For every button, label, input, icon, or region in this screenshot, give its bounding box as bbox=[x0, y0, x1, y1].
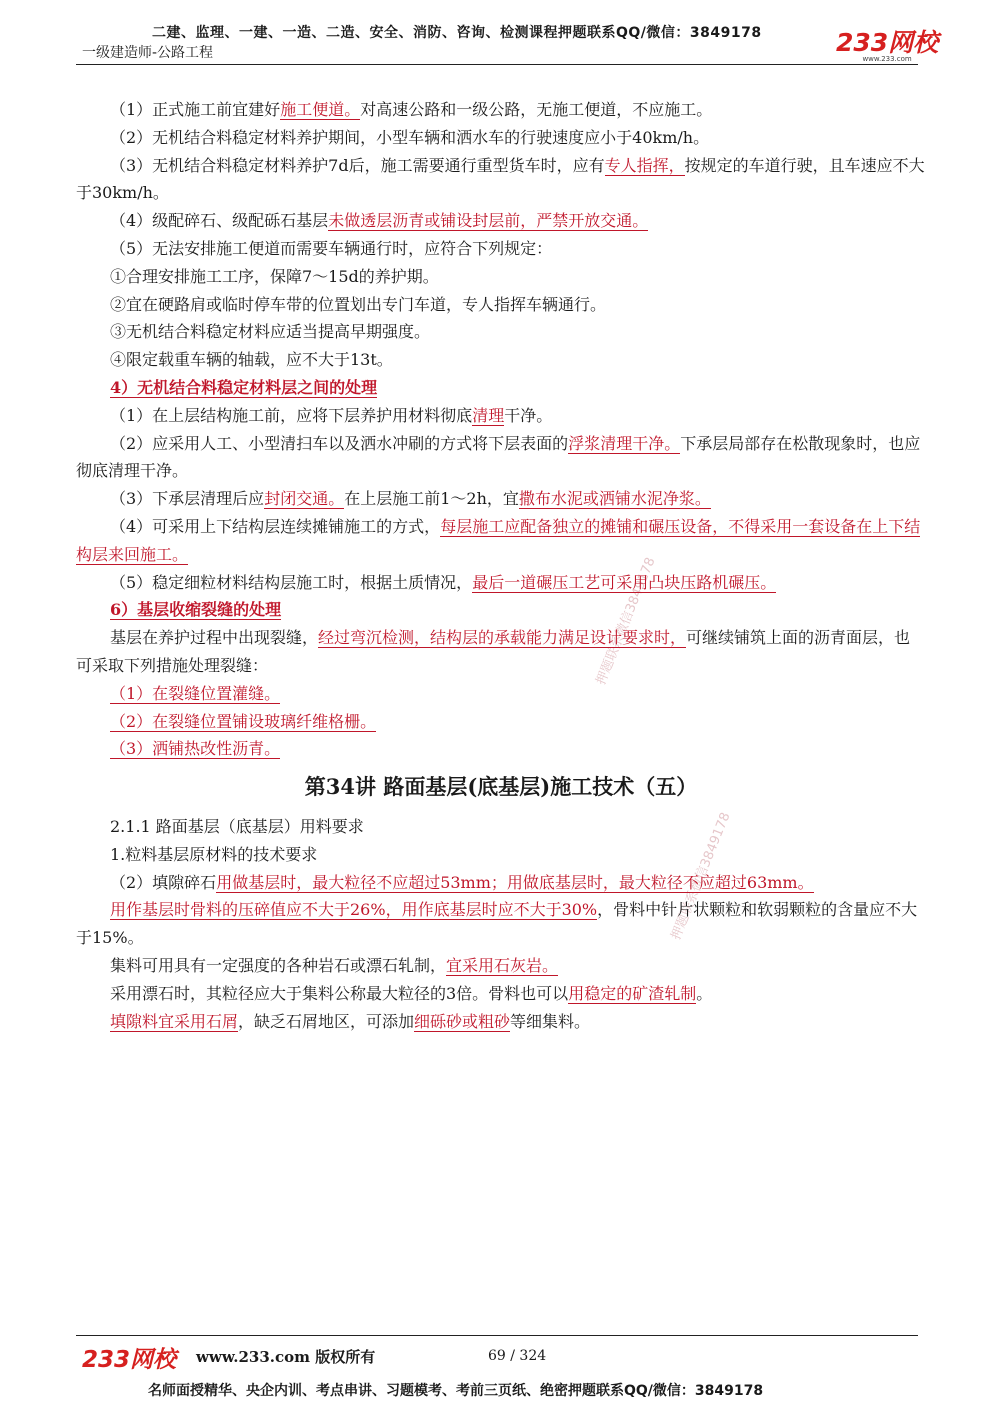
paragraph: （1）在上层结构施工前，应将下层养护用材料彻底清理干净。 bbox=[110, 405, 553, 425]
footer-banner: 名师面授精华、央企内训、考点串讲、习题模考、考前三页纸、绝密押题联系QQ/微信：3849178 bbox=[148, 1383, 764, 1399]
watermark-1: 押题联系微信3849178 bbox=[593, 555, 659, 688]
paragraph: 填隙料宜采用石屑，缺乏石屑地区，可添加细砾砂或粗砂等细集料。 bbox=[110, 1011, 591, 1031]
paragraph: 1.粒料基层原材料的技术要求 bbox=[110, 844, 318, 864]
section-heading: 4）无机结合料稳定材料层之间的处理 bbox=[110, 377, 378, 397]
list-item: （1）在裂缝位置灌缝。 bbox=[110, 683, 281, 703]
paragraph: （4）级配碎石、级配砾石基层未做透层沥青或铺设封层前，严禁开放交通。 bbox=[110, 211, 649, 231]
section-heading: 6）基层收缩裂缝的处理 bbox=[110, 600, 282, 620]
watermark-2: 押题联系微信3849178 bbox=[668, 810, 734, 943]
footer-site: www.233.com 版权所有 bbox=[196, 1348, 376, 1366]
paragraph: （5）稳定细粒材料结构层施工时，根据土质情况，最后一道碾压工艺可采用凸块压路机碾压。 bbox=[110, 572, 777, 592]
paragraph: 2.1.1 路面基层（底基层）用料要求 bbox=[110, 816, 364, 836]
paragraph: 基层在养护过程中出现裂缝，经过弯沉检测，结构层的承载能力满足设计要求时，可继续铺筑上面的沥青面层，也可采取下列措施处理裂缝： bbox=[76, 628, 911, 675]
header-subject: 一级建造师-公路工程 bbox=[82, 45, 214, 61]
list-item: ②宜在硬路肩或临时停车带的位置划出专门车道，专人指挥车辆通行。 bbox=[110, 294, 607, 314]
paragraph: （2）填隙碎石用做基层时，最大粒径不应超过53mm；用做底基层时，最大粒径不应超过63mm。 bbox=[110, 872, 814, 892]
list-item: （3）洒铺热改性沥青。 bbox=[110, 739, 281, 759]
paragraph: （3）无机结合料稳定材料养护7d后，施工需要通行重型货车时，应有专人指挥，按规定的车道行驶，且车速应不大于30km/h。 bbox=[76, 155, 925, 203]
list-item: ③无机结合料稳定材料应适当提高早期强度。 bbox=[110, 322, 431, 342]
logo-url: www.233.com bbox=[862, 55, 912, 63]
document-body bbox=[76, 96, 926, 1035]
footer-rule bbox=[76, 1335, 918, 1336]
lecture-title: 第34讲 路面基层(底基层)施工技术（五） bbox=[304, 774, 698, 800]
header-rule bbox=[76, 64, 918, 65]
paragraph: （2）无机结合料稳定材料养护期间，小型车辆和洒水车的行驶速度应小于40km/h。 bbox=[110, 127, 710, 147]
paragraph: （5）无法安排施工便道而需要车辆通行时，应符合下列规定： bbox=[110, 238, 553, 258]
paragraph: （1）正式施工前宜建好施工便道。对高速公路和一级公路，无施工便道，不应施工。 bbox=[110, 100, 713, 119]
paragraph: 用作基层时骨料的压碎值应不大于26%，用作底基层时应不大于30%，骨料中针片状颗粒和软弱颗粒的含量应不大于15%。 bbox=[76, 900, 918, 948]
header-logo bbox=[836, 30, 938, 63]
paragraph: 采用漂石时，其粒径应大于集料公称最大粒径的3倍。骨料也可以用稳定的矿渣轧制。 bbox=[110, 983, 713, 1003]
list-item: （2）在裂缝位置铺设玻璃纤维格栅。 bbox=[110, 711, 377, 731]
paragraph: （2）应采用人工、小型清扫车以及洒水冲刷的方式将下层表面的浮浆清理干净。下承层局部存在松散现象时，也应彻底清理干净。 bbox=[76, 433, 921, 481]
paragraph: （3）下承层清理后应封闭交通。在上层施工前1～2h，宜撒布水泥或洒铺水泥净浆。 bbox=[110, 489, 711, 509]
logo-text: 233网校 bbox=[836, 28, 939, 57]
paragraph: （4）可采用上下结构层连续摊铺施工的方式，每层施工应配备独立的摊铺和碾压设备，不得采用一套设备在上下结构层来回施工。 bbox=[76, 516, 921, 564]
list-item: ①合理安排施工工序，保障7～15d的养护期。 bbox=[110, 266, 439, 286]
header-banner: 二建、监理、一建、一造、二造、安全、消防、咨询、检测课程押题联系QQ/微信：3849178 bbox=[152, 25, 762, 41]
page-number: 69 / 324 bbox=[488, 1348, 547, 1364]
footer-logo: 233网校 bbox=[82, 1347, 177, 1373]
list-item: ④限定载重车辆的轴载，应不大于13t。 bbox=[110, 350, 393, 370]
paragraph: 集料可用具有一定强度的各种岩石或漂石轧制，宜采用石灰岩。 bbox=[110, 955, 559, 975]
